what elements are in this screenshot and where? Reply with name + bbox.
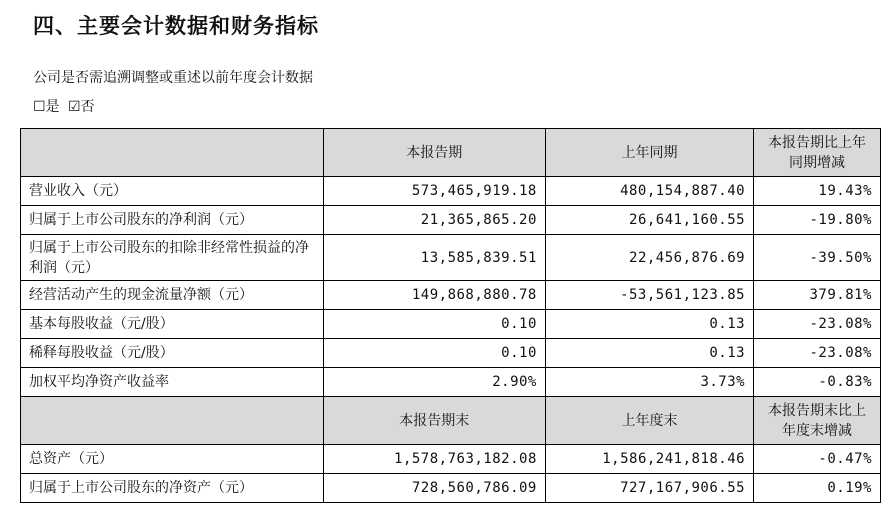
row-current-value: 728,560,786.09 — [323, 474, 545, 503]
row-previous-value: 1,586,241,818.46 — [545, 445, 753, 474]
table-row — [21, 235, 881, 281]
table-row — [21, 310, 881, 339]
table-row — [21, 474, 881, 503]
header-item — [21, 129, 324, 177]
header-current-period: 本报告期 — [323, 129, 545, 177]
row-change-value: -23.08% — [754, 310, 881, 339]
row-item-label: 归属于上市公司股东的扣除非经常性损益的净利润（元） — [21, 235, 324, 281]
row-previous-value: 480,154,887.40 — [545, 177, 753, 206]
row-previous-value: 0.13 — [545, 310, 753, 339]
row-item-label: 基本每股收益（元/股） — [21, 310, 324, 339]
row-item-label: 归属于上市公司股东的净资产（元） — [21, 474, 324, 503]
table-row — [21, 368, 881, 397]
row-previous-value: -53,561,123.85 — [545, 281, 753, 310]
row-item-label: 经营活动产生的现金流量净额（元） — [21, 281, 324, 310]
row-previous-value: 727,167,906.55 — [545, 474, 753, 503]
table-row — [21, 177, 881, 206]
header-change: 本报告期比上年同期增减 — [754, 129, 881, 177]
table-row — [21, 445, 881, 474]
row-item-label: 归属于上市公司股东的净利润（元） — [21, 206, 324, 235]
row-change-value: 379.81% — [754, 281, 881, 310]
row-item-label: 营业收入（元） — [21, 177, 324, 206]
row-previous-value: 22,456,876.69 — [545, 235, 753, 281]
table-row — [21, 281, 881, 310]
row-previous-value: 0.13 — [545, 339, 753, 368]
row-current-value: 0.10 — [323, 310, 545, 339]
row-previous-value: 3.73% — [545, 368, 753, 397]
row-current-value: 0.10 — [323, 339, 545, 368]
row-current-value: 21,365,865.20 — [323, 206, 545, 235]
section-title: 四、主要会计数据和财务指标 — [33, 14, 319, 38]
row-change-value: -23.08% — [754, 339, 881, 368]
restatement-question: 公司是否需追溯调整或重述以前年度会计数据 — [33, 70, 313, 86]
row-current-value: 2.90% — [323, 368, 545, 397]
header-previous-year-end: 上年度末 — [545, 397, 753, 445]
row-current-value: 1,578,763,182.08 — [323, 445, 545, 474]
table-row — [21, 339, 881, 368]
row-item-label: 总资产（元） — [21, 445, 324, 474]
option-yes: ☐是 — [33, 99, 60, 115]
row-current-value: 149,868,880.78 — [323, 281, 545, 310]
row-change-value: 0.19% — [754, 474, 881, 503]
header-change-end: 本报告期末比上年度末增减 — [754, 397, 881, 445]
row-previous-value: 26,641,160.55 — [545, 206, 753, 235]
header-item — [21, 397, 324, 445]
row-change-value: 19.43% — [754, 177, 881, 206]
row-change-value: -0.83% — [754, 368, 881, 397]
table-row — [21, 206, 881, 235]
row-change-value: -39.50% — [754, 235, 881, 281]
table-header-row — [21, 129, 881, 177]
financial-indicators-table — [20, 128, 881, 503]
row-current-value: 573,465,919.18 — [323, 177, 545, 206]
row-item-label: 加权平均净资产收益率 — [21, 368, 324, 397]
header-current-period-end: 本报告期末 — [323, 397, 545, 445]
row-current-value: 13,585,839.51 — [323, 235, 545, 281]
row-change-value: -19.80% — [754, 206, 881, 235]
option-no: ☑否 — [68, 99, 95, 115]
table-header-row — [21, 397, 881, 445]
header-previous-period: 上年同期 — [545, 129, 753, 177]
row-change-value: -0.47% — [754, 445, 881, 474]
restatement-options — [33, 96, 99, 116]
row-item-label: 稀释每股收益（元/股） — [21, 339, 324, 368]
